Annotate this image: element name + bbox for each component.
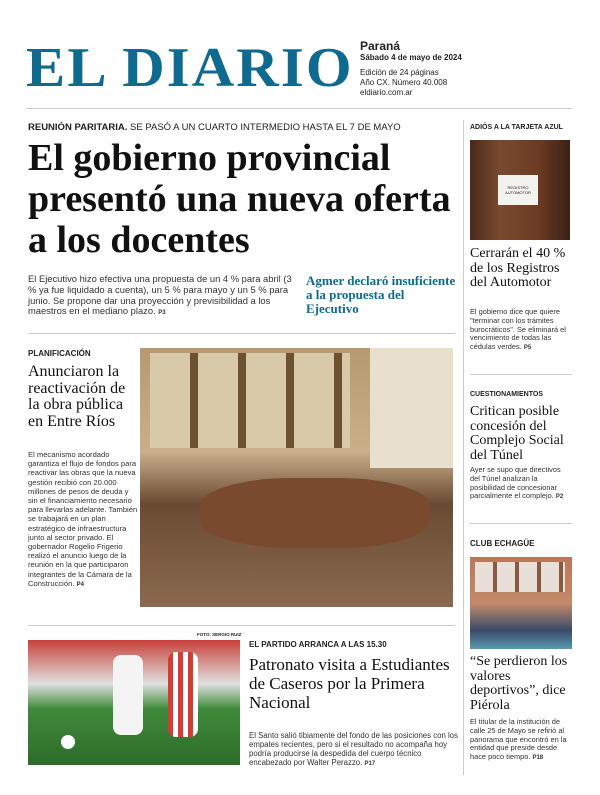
edition: Edición de 24 páginas (360, 68, 439, 77)
obra-headline[interactable]: Anunciaron la reactivación de la obra pública en Entre Ríos (28, 363, 126, 430)
futbol-label: EL PARTIDO ARRANCA A LAS 15.30 (249, 640, 387, 649)
tunel-body (470, 466, 570, 502)
echague-body (470, 718, 572, 763)
photo-credit: FOTO: SERGIO RUIZ (197, 632, 242, 637)
futbol-headline[interactable]: Patronato visita a Estudiantes de Caseros por la Primera Nacional (249, 655, 450, 712)
kicker-text: SE PASÓ A UN CUARTO INTERMEDIO HASTA EL 7 DE MAYO (130, 122, 401, 133)
page-ref: P4 (76, 581, 84, 588)
registro-label: ADIÓS A LA TARJETA AZUL (470, 124, 563, 131)
obra-body-text: El mecanismo acordado garantiza el flujo de fondos para reactivar las obras que la nueva gestión recibió con 20.000 millones de pesos de deuda y sin el financiamiento necesario para llevarlas adelante. También se trabajará en un plan estratégico de infraestructura junto al sector privado. El gobernador Rogelio Frigerio realizó el anuncio luego de la reunión en la que participaron integrantes de la Cámara de la Construcción. (28, 450, 138, 588)
masthead-meta (360, 40, 462, 98)
echague-headline[interactable]: “Se perdieron los valores deportivos”, dice Piérola (470, 654, 568, 713)
page-ref: P5 (523, 345, 532, 352)
lead-kicker (28, 122, 401, 133)
masthead-logo: EL DIARIO (26, 37, 354, 99)
echague-label: CLUB ECHAGÜE (470, 539, 535, 548)
page-ref: P18 (532, 755, 544, 762)
futbol-body-text: El Santo salió tibiamente del fondo de las posiciones con los empates recientes, pero si el resultado no acompaña hoy podría producirse la despedida del cuerpo técnico encabezado por Walter Perazzo. (249, 731, 458, 767)
page-ref: P17 (364, 761, 376, 767)
divider (28, 625, 455, 626)
city: Paraná (360, 39, 401, 53)
tunel-headline[interactable]: Critican posible concesión del Complejo Social del Túnel (470, 404, 564, 463)
date: Sábado 4 de mayo de 2024 (360, 53, 462, 62)
column-divider (463, 120, 464, 775)
registro-headline[interactable]: Cerrarán el 40 % de los Registros del Automotor (470, 246, 566, 290)
registro-body (470, 308, 570, 353)
echague-photo (470, 557, 572, 649)
tunel-label: CUESTIONAMIENTOS (470, 391, 543, 398)
page-ref: P2 (555, 494, 564, 501)
football-photo (28, 640, 240, 765)
kicker-bold: REUNIÓN PARITARIA. (28, 122, 128, 133)
divider (26, 108, 572, 109)
side-headline[interactable]: Agmer declaró insuficiente a la propuesta del Ejecutivo (306, 273, 456, 316)
echague-body-text: El titular de la institución de calle 25 de Mayo se refirió al panorama que encontró en la entidad que preside desde hace poco tiempo. (470, 717, 567, 762)
divider (28, 333, 455, 334)
futbol-body (249, 731, 461, 769)
divider (470, 523, 572, 524)
lead-body-text: El Ejecutivo hizo efectiva una propuesta de un 4 % para abril (3 % ya fue liquidado a cuenta), un 5 % para mayo y un 5 % para junio. Se propone dar una proyección y previsibilidad a los maestros en el mediano plazo. (28, 273, 292, 317)
registro-photo (470, 140, 570, 240)
obra-body (28, 450, 138, 590)
tunel-body-text: Ayer se supo que directivos del Túnel analizan la posibilidad de concesionar parcialmente el complejo. (470, 465, 561, 501)
obra-label: PLANIFICACIÓN (28, 349, 91, 358)
lead-body (28, 274, 300, 319)
issue-number: Año CX. Número 40.008 (360, 78, 448, 87)
registro-body-text: El gobierno dice que quiere "terminar con los trámites burocráticos". Se eliminará el vencimiento de todas las cédulas verdes. (470, 307, 566, 352)
page-ref: P3 (158, 310, 166, 317)
lead-headline[interactable]: El gobierno provincial presentó una nueva oferta a los docentes (28, 137, 451, 261)
website: eldiario.com.ar (360, 88, 413, 97)
divider (470, 374, 572, 375)
registro-sign: REGISTRO AUTOMOTOR (498, 175, 538, 205)
meeting-photo (140, 348, 453, 607)
